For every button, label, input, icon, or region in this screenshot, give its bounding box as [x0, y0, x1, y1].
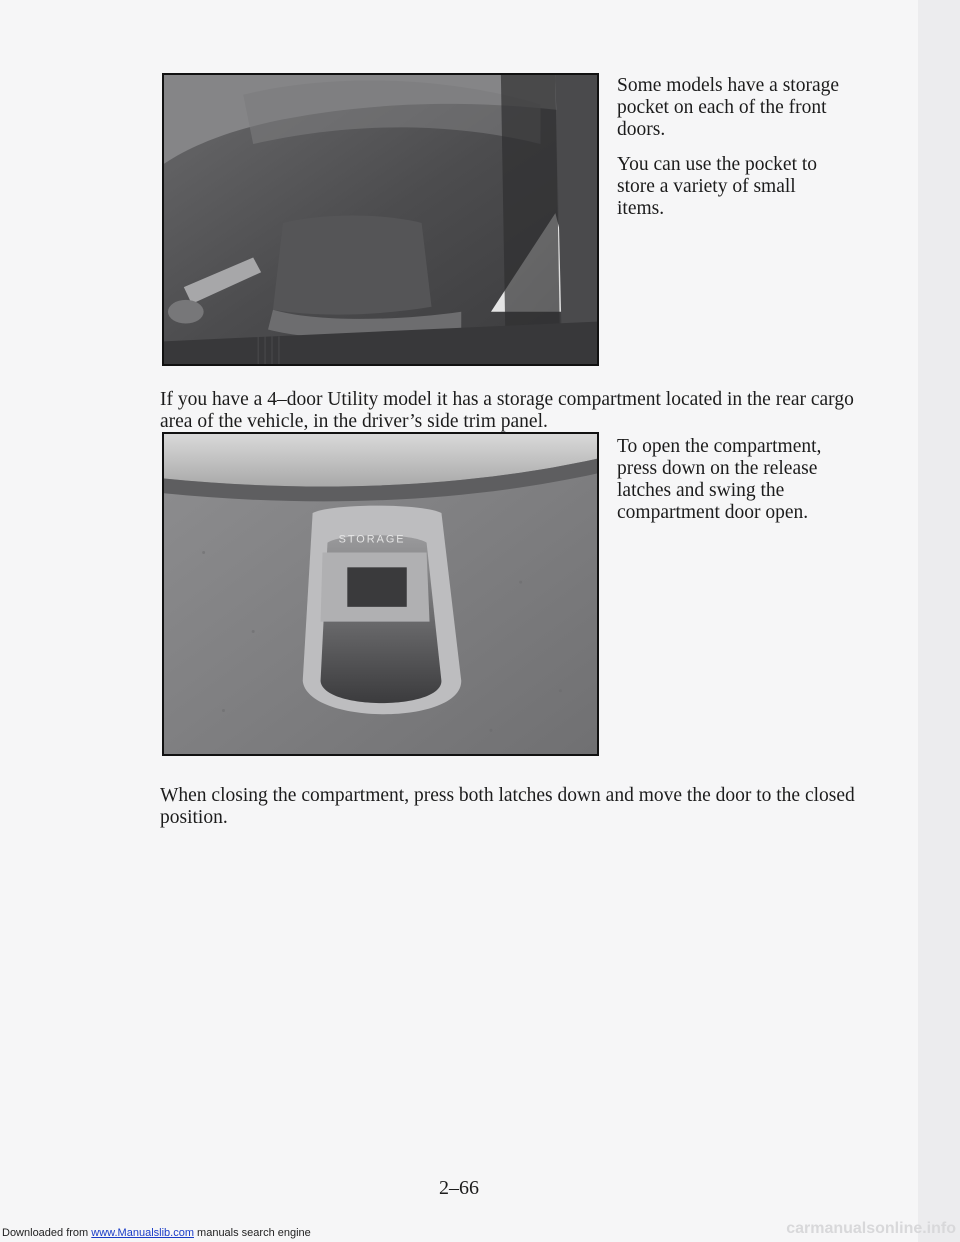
cargo-storage-compartment-photo	[162, 432, 599, 756]
watermark-text: carmanualsonline.info	[786, 1220, 956, 1237]
download-footer	[0, 1220, 960, 1242]
door-pocket-illustration	[164, 75, 597, 364]
footer-source-text	[2, 1226, 311, 1240]
page-margin-strip	[918, 0, 960, 1242]
door-pocket-paragraph-2: You can use the pocket to store a variety of small items.	[617, 154, 818, 219]
closing-compartment-paragraph: When closing the compartment, press both latches down and move the door to the closed position.	[160, 785, 855, 828]
door-pocket-paragraph-1: Some models have a storage pocket on each of the front doors.	[617, 75, 840, 140]
utility-compartment-paragraph: If you have a 4–door Utility model it has a storage compartment located in the rear cargo area of the vehicle, in the driver’s side trim panel.	[160, 389, 854, 432]
door-storage-pocket-photo	[162, 73, 599, 366]
page-number: 2–66	[439, 1177, 479, 1199]
open-compartment-paragraph: To open the compartment, press down on the release latches and swing the compartment door open.	[617, 436, 822, 523]
storage-label: STORAGE	[338, 533, 406, 546]
footer-prefix: Downloaded from	[2, 1227, 92, 1239]
footer-suffix: manuals search engine	[193, 1227, 311, 1239]
cargo-compartment-illustration	[164, 434, 597, 754]
manualslib-link[interactable]: www.Manualslib.com	[91, 1227, 194, 1239]
